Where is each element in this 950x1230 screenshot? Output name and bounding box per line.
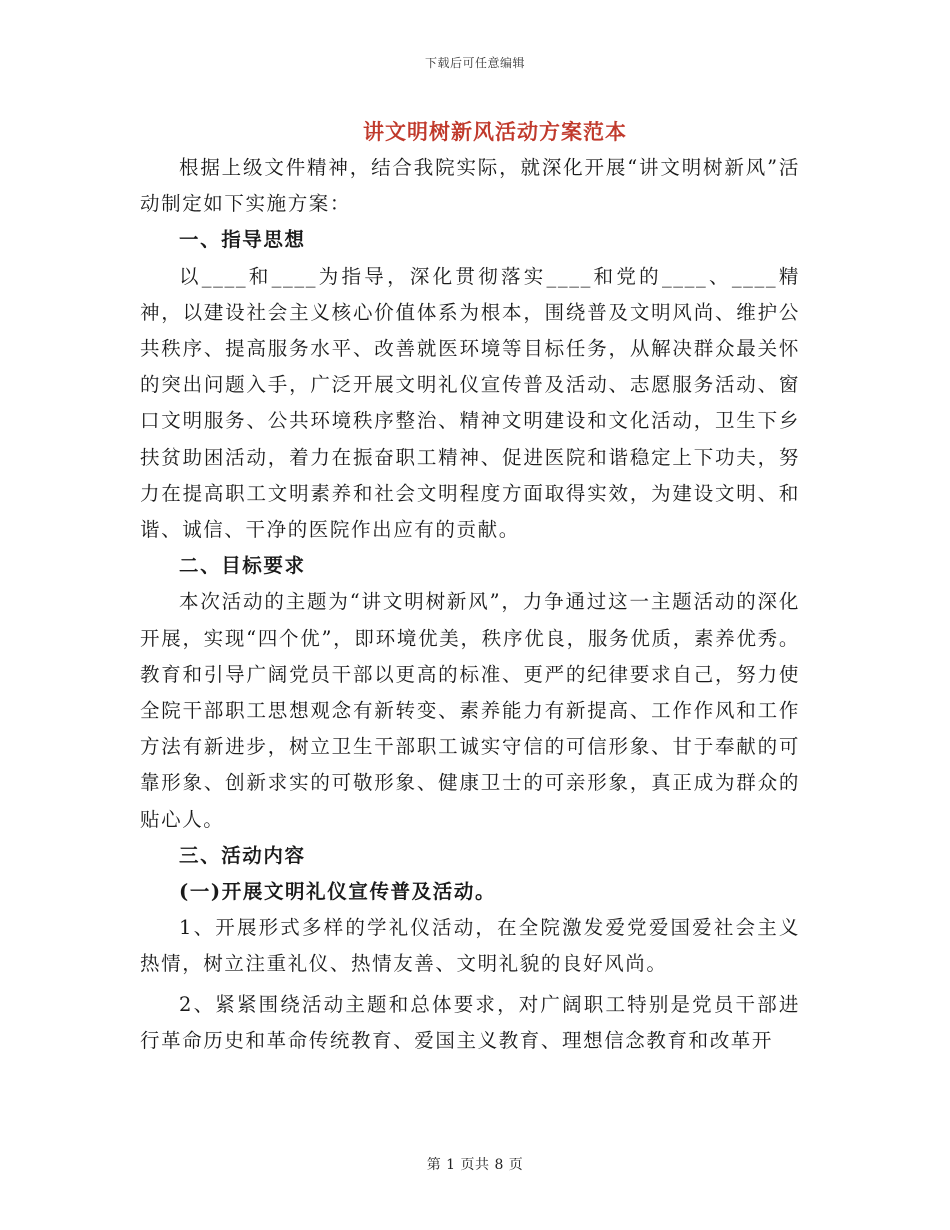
document-body bbox=[140, 150, 800, 1059]
sub-heading-etiquette: (一)开展文明礼仪宣传普及活动。 bbox=[179, 880, 497, 904]
header-note: 下载后可任意编辑 bbox=[424, 56, 525, 70]
section-paragraph: 以____和____为指导，深化贯彻落实____和党的____、____精神，以建设社会主义核心价值体系为根本，围绕普及文明风尚、维护公共秩序、提高服务水平、改善就医环境等目标任务，从解决群众最关怀的突出问题入手，广泛开展文明礼仪宣传普及活动、志愿服务活动、窗口文明服务、公共环境秩序整治、精神文明建设和文化活动，卫生下乡扶贫助困活动，着力在振奋职工精神、促进医院和谐稳定上下功夫，努力在提高职工文明素养和社会文明程度方面取得实效，为建设文明、和谐、诚信、干净的医院作出应有的贡献。 bbox=[140, 264, 800, 542]
section-paragraph: 2、紧紧围绕活动主题和总体要求，对广阔职工特别是党员干部进行革命历史和革命传统教育、爱国主义教育、理想信念教育和改革开 bbox=[140, 992, 800, 1052]
intro-paragraph: 根据上级文件精神，结合我院实际，就深化开展“讲文明树新风”活动制定如下实施方案： bbox=[140, 156, 800, 216]
section-heading-activities: 三、活动内容 bbox=[179, 843, 306, 867]
section-heading-guiding-ideology: 一、指导思想 bbox=[179, 228, 306, 252]
section-paragraph: 1、开展形式多样的学礼仪活动，在全院激发爱党爱国爱社会主义热情，树立注重礼仪、热情友善、文明礼貌的良好风尚。 bbox=[140, 916, 800, 976]
section-paragraph: 本次活动的主题为“讲文明树新风”，力争通过这一主题活动的深化开展，实现“四个优”，即环境优美，秩序优良，服务优质，素养优秀。教育和引导广阔党员干部以更高的标准、更严的纪律要求自己，努力使全院干部职工思想观念有新转变、素养能力有新提高、工作作风和工作方法有新进步，树立卫生干部职工诚实守信的可信形象、甘于奉献的可靠形象、创新求实的可敬形象、健康卫士的可亲形象，真正成为群众的贴心人。 bbox=[140, 590, 800, 831]
document-title: 讲文明树新风活动方案范本 bbox=[363, 119, 627, 144]
page-footer: 第 1 页共 8 页 bbox=[426, 1157, 524, 1173]
section-heading-goals: 二、目标要求 bbox=[179, 554, 306, 578]
